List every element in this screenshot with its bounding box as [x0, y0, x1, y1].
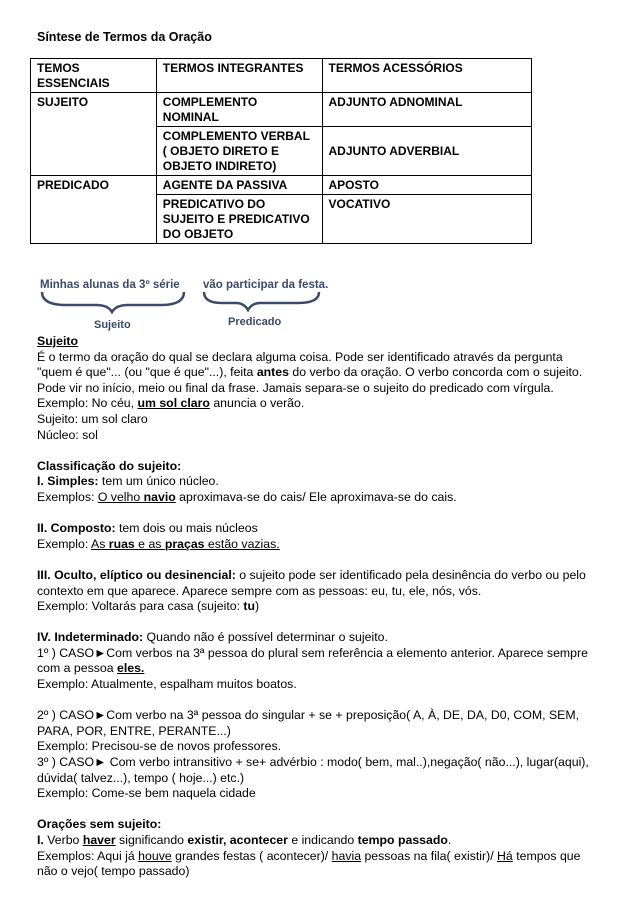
cell-vocativo: VOCATIVO	[322, 195, 531, 244]
sentence-diagram	[36, 272, 336, 334]
header-essenciais: TEMOS ESSENCIAIS	[31, 59, 157, 93]
header-acessorios: TERMOS ACESSÓRIOS	[322, 59, 531, 93]
diagram-part-sujeito: Minhas alunas da 3º série	[40, 279, 180, 291]
cell-adjunto-adnominal: ADJUNTO ADNOMINAL	[322, 93, 531, 127]
cell-agente-passiva: AGENTE DA PASSIVA	[156, 176, 322, 195]
brace-sujeito	[42, 292, 184, 312]
caso-3-example: Exemplo: Come-se bem naquela cidade	[37, 786, 256, 801]
example-1-sujeito: Sujeito: um sol claro	[37, 411, 148, 426]
cell-complemento-nominal: COMPLEMENTO NOMINAL	[156, 93, 322, 127]
haver-example: Exemplos: Aqui já houve grandes festas ( acontecer)/ havia pessoas na fila( existir)/ Há tempos que não o vejo( tempo passado)	[37, 848, 581, 879]
simples-line: I. Simples: tem um único núcleo.	[37, 474, 219, 489]
simples-example: Exemplos: O velho navio aproximava-se do cais/ Ele aproximava-se do cais.	[37, 489, 457, 504]
diagram-part-predicado: vão participar da festa.	[203, 279, 329, 291]
document-title: Síntese de Termos da Oração	[37, 30, 212, 44]
sem-sujeito-heading: Orações sem sujeito:	[37, 817, 162, 832]
indeterminado-line: IV. Indeterminado: Quando não é possível determinar o sujeito.	[37, 630, 388, 645]
oculto-line: III. Oculto, elíptico ou desinencial: o sujeito pode ser identificado pela desinência do verbo ou pelo contexto em que aparece. Aparece sempre com as pessoas: eu, tu, ele, nós, vós.	[37, 567, 586, 598]
table-header-row	[31, 59, 532, 93]
example-1-nucleo: Núcleo: sol	[37, 427, 98, 442]
cell-aposto: APOSTO	[322, 176, 531, 195]
cell-predicado: PREDICADO	[31, 176, 157, 244]
composto-example: Exemplo: As ruas e as praças estão vazias.	[37, 536, 280, 551]
classificacao-heading: Classificação do sujeito:	[37, 458, 182, 473]
caso-1-example: Exemplo: Atualmente, espalham muitos boatos.	[37, 677, 297, 692]
sujeito-heading: Sujeito	[37, 334, 78, 348]
caso-2: 2º ) CASO►Com verbo na 3ª pessoa do singular + se + preposição( A, À, DE, DA, D0, COM, SEM, PARA, POR, ENTRE, PERANTE...)	[37, 708, 580, 738]
caso-3: 3º ) CASO► Com verbo intransitivo + se+ advérbio : modo( bem, mal..),negação( não...), lugar(aqui), dúvida( talvez...), tempo ( hoje...) etc.)	[37, 755, 589, 785]
label-sujeito: Sujeito	[94, 319, 131, 331]
body-text	[37, 334, 597, 880]
cell-predicativo: PREDICATIVO DO SUJEITO E PREDICATIVO DO OBJETO	[156, 195, 322, 244]
example-1: Exemplo: No céu, um sol claro anuncia o verão.	[37, 396, 305, 411]
sujeito-definition: É o termo da oração do qual se declara alguma coisa. Pode ser identificado através da pergunta "quem é que"... (ou "que é que"...), feita antes do verbo da oração. O verbo concorda com o sujeito. Pode vir no início, meio ou final da frase. Jamais separa-se o sujeito do predicado com vírgula.	[37, 349, 583, 395]
label-predicado: Predicado	[228, 316, 282, 328]
caso-1: 1º ) CASO►Com verbos na 3ª pessoa do plural sem referência a elemento anterior. Aparece sempre com a pessoa eles.	[37, 645, 588, 676]
oculto-example: Exemplo: Voltarás para casa (sujeito: tu)	[37, 599, 260, 614]
cell-sujeito: SUJEITO	[31, 93, 157, 176]
terms-table	[30, 58, 532, 244]
cell-complemento-verbal: COMPLEMENTO VERBAL ( OBJETO DIRETO E OBJETO INDIRETO)	[156, 127, 322, 176]
caso-2-example: Exemplo: Precisou-se de novos professores.	[37, 739, 282, 754]
haver-line: I. Verbo haver significando existir, acontecer e indicando tempo passado.	[37, 833, 452, 847]
cell-adjunto-adverbial: ADJUNTO ADVERBIAL	[322, 127, 531, 176]
header-integrantes: TERMOS INTEGRANTES	[156, 59, 322, 93]
composto-line: II. Composto: tem dois ou mais núcleos	[37, 521, 258, 536]
brace-predicado	[204, 292, 319, 310]
